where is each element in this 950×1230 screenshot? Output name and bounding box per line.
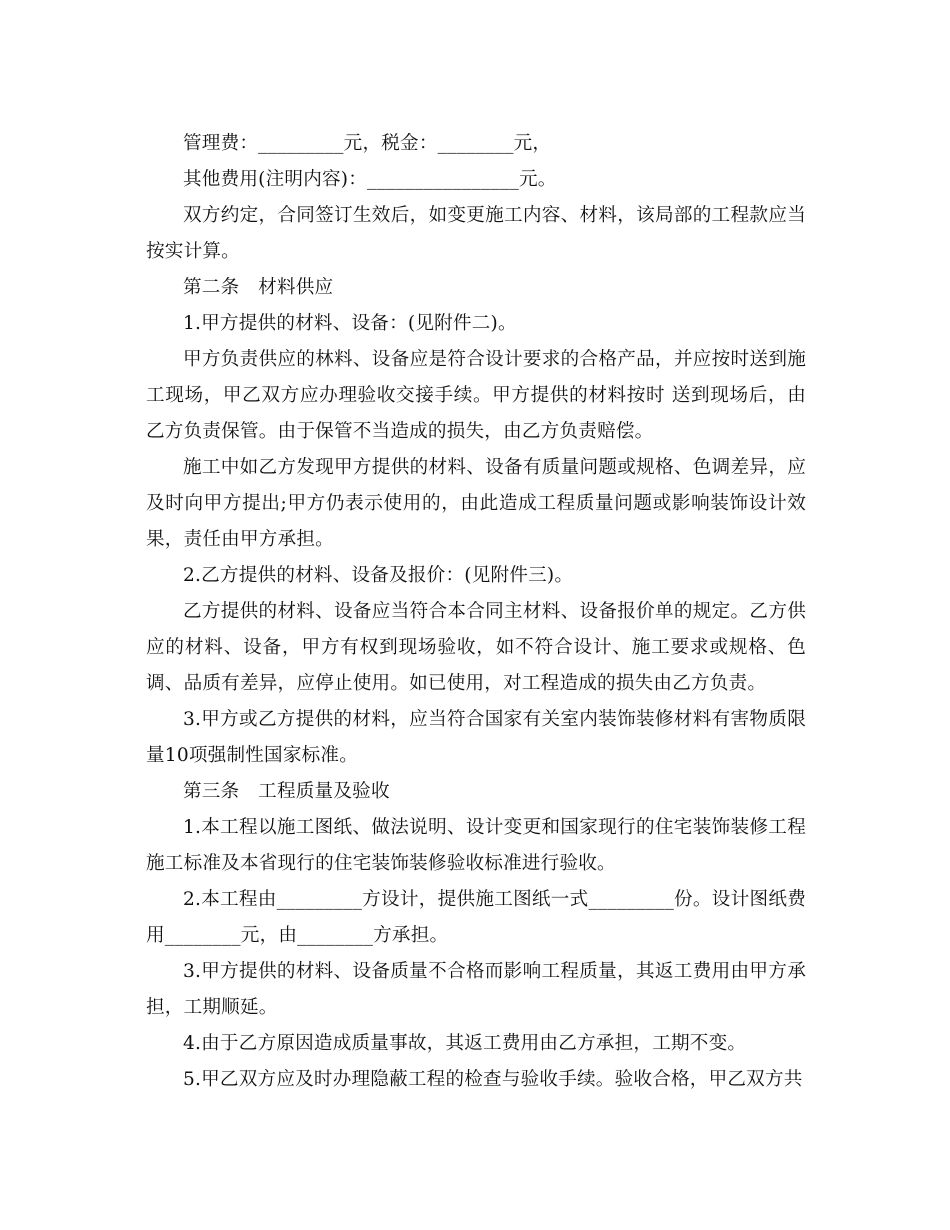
paragraph-party-b-supply: 乙方提供的材料、设备应当符合本合同主材料、设备报价单的规定。乙方供应的材料、设备，甲方有权到现场验收，如不符合设计、施工要求或规格、色调、品质有差异，应停止使用。如已使用，对工程造成的损失由乙方负责。	[146, 601, 806, 694]
article-3-heading: 第三条 工程质量及验收	[183, 781, 390, 802]
paragraph-party-a-supply: 甲方负责供应的林料、设备应是符合设计要求的合格产品，并应按时送到施工现场，甲乙双方应办理验收交接手续。甲方提供的材料按时 送到现场后，由乙方负责保管。由于保管不当造成的损失，由乙方负责赔偿。	[146, 349, 806, 442]
document-body	[146, 126, 806, 1098]
fee-line-other: 其他费用(注明内容)：________________元。	[183, 169, 557, 190]
paragraph-quality-issue: 施工中如乙方发现甲方提供的材料、设备有质量问题或规格、色调差异，应及时向甲方提出;甲方仍表示使用的，由此造成工程质量问题或影响装饰设计效果，责任由甲方承担。	[146, 457, 806, 550]
article-2-heading: 第二条 材料供应	[183, 277, 334, 298]
clause-3-4: 4.由于乙方原因造成质量事故，其返工费用由乙方承担，工期不变。	[183, 1033, 747, 1054]
clause-3-1: 1.本工程以施工图纸、做法说明、设计变更和国家现行的住宅装饰装修工程施工标准及本省现行的住宅装饰装修验收标准进行验收。	[146, 817, 806, 874]
clause-3-2: 2.本工程由_________方设计，提供施工图纸一式_________份。设计图纸费用________元，由________方承担。	[146, 889, 806, 946]
clause-2-2: 2.乙方提供的材料、设备及报价：(见附件三)。	[183, 565, 574, 586]
clause-3-5: 5.甲乙双方应及时办理隐蔽工程的检查与验收手续。验收合格，甲乙双方共	[183, 1069, 803, 1090]
fee-line-management-tax: 管理费：_________元，税金：________元，	[183, 133, 552, 154]
paragraph-change-agreement: 双方约定，合同签订生效后，如变更施工内容、材料，该局部的工程款应当按实计算。	[146, 205, 806, 262]
clause-3-3: 3.甲方提供的材料、设备质量不合格而影响工程质量，其返工费用由甲方承担，工期顺延。	[146, 961, 806, 1018]
clause-2-1: 1.甲方提供的材料、设备：(见附件二)。	[183, 313, 517, 334]
clause-2-3: 3.甲方或乙方提供的材料，应当符合国家有关室内装饰装修材料有害物质限量10项强制性国家标准。	[146, 709, 806, 766]
